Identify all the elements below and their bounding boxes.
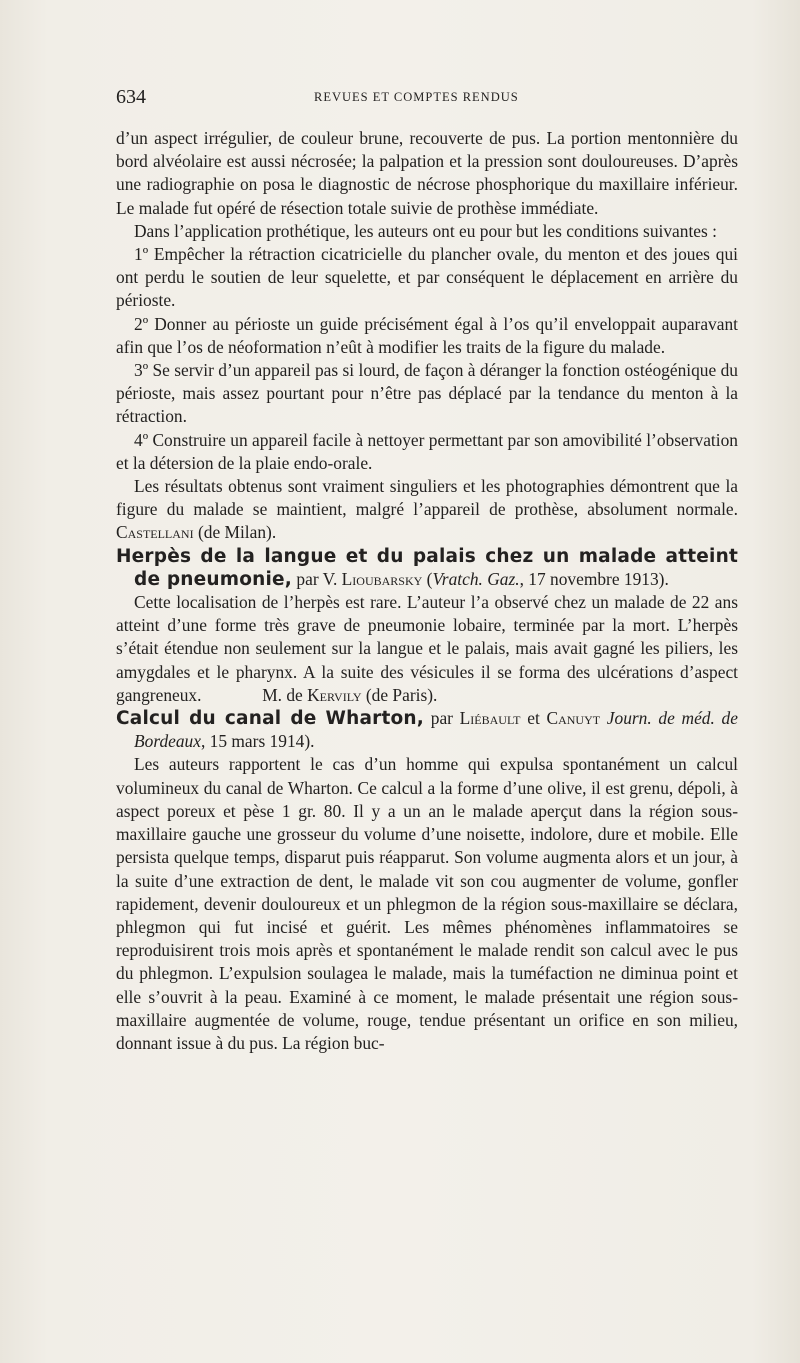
reviewer-name: Kervily (307, 684, 362, 705)
heading-par: par (430, 708, 453, 729)
page-number: 634 (116, 86, 146, 108)
paragraph: 3º Se servir d’un appareil pas si lourd, de façon à déranger la fonction ostéogénique du périoste, mais assez pourtant pour n’être pas déplacé par la tendance du menton à la rétraction. (116, 360, 738, 427)
article-title: Herpès de la langue et du palais chez un malade atteint de pneumonie, (116, 545, 738, 590)
article-title: Calcul du canal de Wharton, (116, 708, 425, 730)
reviewer-place: (de Milan). (197, 522, 277, 543)
paragraph: d’un aspect irrégulier, de couleur brune, recouverte de pus. La portion mentonnière du bord alvéolaire est aussi nécrosée; la palpation et la pression sont douloureuses. D’après une radiographie on posa le diagnostic de nécrose phosphorique du maxillaire inférieur. Le malade fut opéré de résection totale suivie de prothèse immédiate. (116, 128, 738, 218)
running-head: REVUES ET COMPTES RENDUS (314, 90, 519, 104)
article-heading (116, 545, 738, 591)
author-name: Canuyt (546, 708, 601, 729)
paragraph: 1º Empêcher la rétraction cicatricielle du plancher ovale, du menton et des joues qui ont perdu le soutien de leur squelette, et par conséquent le déplacement en arrière du périoste. (116, 244, 738, 311)
heading-par: par V. (296, 568, 338, 589)
journal-name: Journ. de méd. de Bordeaux (134, 708, 738, 752)
paragraph: Dans l’application prothétique, les auteurs ont eu pour but les conditions suivantes : (134, 220, 717, 241)
paragraph: 2º Donner au périoste un guide précisément égal à l’os qu’il enveloppait auparavant afin que l’os de néoformation n’eût à modifier les traits de la figure du malade. (116, 313, 738, 357)
paragraph-text: Cette localisation de l’herpès est rare. L’auteur l’a observé chez un malade de 22 ans atteint d’une forme très grave de pneumonie lobaire, terminée par la mort. L’herpès s’était étendue non seulement sur la langue et le palais, mais avait gagné les piliers, les amygdales et le pharynx. A la suite des vésicules il se forma des ulcérations d’aspect gangreneux. (116, 592, 738, 705)
paragraph (116, 475, 738, 545)
reviewer-prefix: M. de (262, 684, 303, 705)
author-name: Liébault (459, 708, 521, 729)
reviewer-place: (de Paris). (365, 684, 438, 705)
paragraph (116, 591, 738, 707)
journal-open: ( (426, 568, 433, 589)
page-header (116, 86, 740, 110)
author-name: Lioubarsky (341, 568, 423, 589)
paragraph-text: Les résultats obtenus sont vraiment singuliers et les photographies démontrent que la figure du malade se maintient, malgré l’appareil de prothèse, absolument normale. (116, 476, 738, 520)
journal-date: , 15 mars 1914). (200, 731, 315, 752)
article-body (116, 127, 738, 1055)
heading-and: et (527, 708, 540, 729)
article-heading (116, 707, 738, 753)
journal-date: , 17 novembre 1913). (519, 568, 669, 589)
reviewer-name: Castellani (116, 522, 194, 543)
journal-name: Vratch. Gaz. (432, 568, 520, 589)
paragraph: Les auteurs rapportent le cas d’un homme qui expulsa spontanément un calcul volumineux du canal de Wharton. Ce calcul a la forme d’une olive, il est grenu, dépoli, à aspect poreux et pèse 1 gr. 80. Il y a un an le malade aperçut dans la région sous-maxillaire gauche une grosseur du volume d’une noisette, indolore, dure et mobile. Elle persista quelque temps, disparut puis réapparut. Son volume augmenta alors et un jour, à la suite d’une extraction de dent, le malade vit son cou augmenter de volume, gonfler rapidement, devenir douloureux et un phlegmon de la région sous-maxillaire se déclara, phlegmon qui fut incisé et guérit. Les mêmes phénomènes inflammatoires se reproduisirent trois mois après et spontanément le malade rendit son calcul avec le pus du phlegmon. L’expulsion soulagea le malade, mais la tuméfaction ne diminua point et elle s’ouvrit à la peau. Examiné à ce moment, le malade présentait une région sous-maxillaire augmentée de volume, rouge, tendue présentant un orifice en son milieu, donnant issue à du pus. La région buc- (116, 754, 738, 1053)
paragraph: 4º Construire un appareil facile à nettoyer permettant par son amovibilité l’observation et la détersion de la plaie endo-orale. (116, 429, 738, 473)
